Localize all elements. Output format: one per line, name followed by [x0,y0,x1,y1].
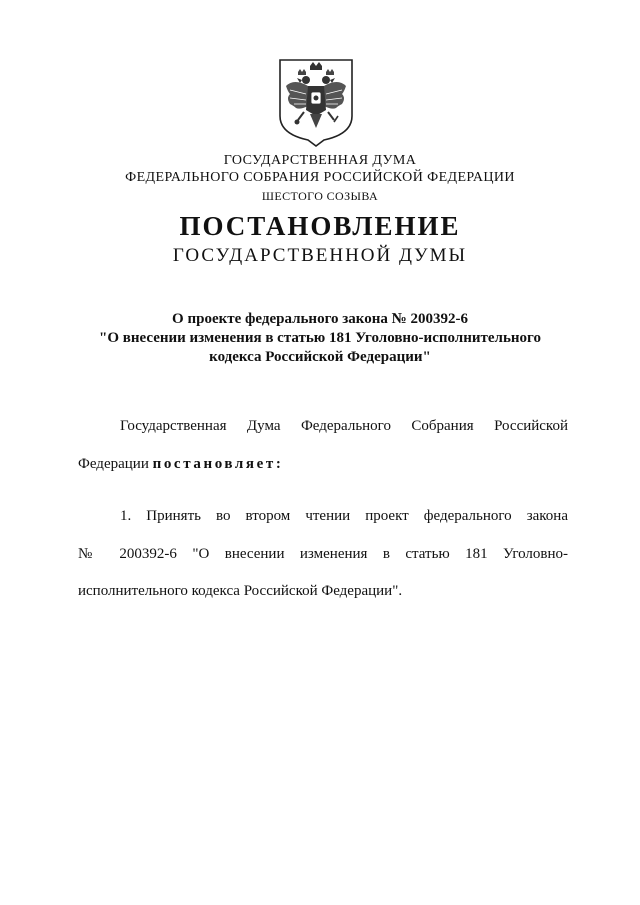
document-issuer-heading: ГОСУДАРСТВЕННОЙ ДУМЫ [172,245,468,266]
item-1-line-2: № 200392-6 "О внесении изменения в статью 181 Уголовно- [78,546,568,562]
document-subject [60,310,580,367]
emblem-icon [276,56,356,148]
subject-line-1: О проекте федерального закона № 200392-6 [172,311,468,327]
preamble-verb: постановляет: [152,456,284,472]
document-type-heading: ПОСТАНОВЛЕНИЕ [179,211,461,241]
item-1-line-3: исполнительного кодекса Российской Федерации". [78,583,403,599]
org-name-line-2: ФЕДЕРАЛЬНОГО СОБРАНИЯ РОССИЙСКОЙ ФЕДЕРАЦИИ [125,170,515,185]
subject-line-2: "О внесении изменения в статью 181 Уголовно-исполнительного [99,330,541,346]
preamble-line-2-start: Федерации [78,456,149,472]
subject-line-3: кодекса Российской Федерации" [209,349,431,365]
org-name-line-1: ГОСУДАРСТВЕННАЯ ДУМА [223,153,417,168]
preamble-line-2 [78,455,568,474]
convocation-line: ШЕСТОГО СОЗЫВА [261,189,379,203]
preamble-line-1: Государственная Дума Федерального Собрания Российской [120,418,568,434]
russian-coat-of-arms-icon [276,56,356,148]
item-1-line-1: 1. Принять во втором чтении проект федерального закона [120,508,568,524]
